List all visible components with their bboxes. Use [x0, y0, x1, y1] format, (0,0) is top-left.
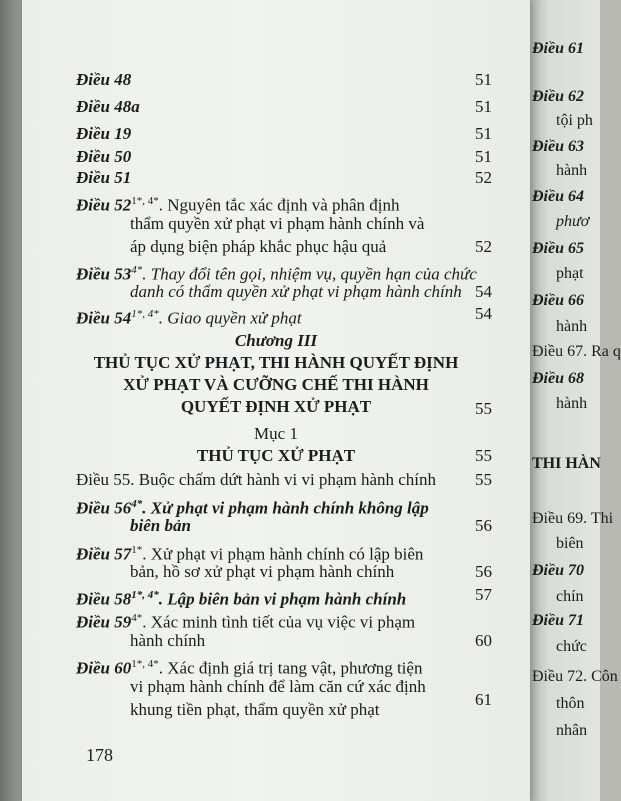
right-line: THI HÀN [532, 455, 601, 472]
page-number: 178 [86, 745, 113, 765]
page-ref: 51 [475, 147, 492, 166]
chapter-title-line1: THỦ TỤC XỬ PHẠT, THI HÀNH QUYẾT ĐỊNH [93, 353, 459, 372]
toc-entry-50: Điều 50 [76, 147, 132, 166]
toc-entry-57: Điều $57^{1*}$. Xử phạt vi phạm hành chính có lập biên [76, 544, 424, 564]
right-line: hành [556, 162, 588, 179]
right-line: Điều 62 [532, 88, 584, 105]
section-label: Mục 1 [254, 424, 298, 443]
toc-entry-54: Điều $54^{1*, 4*}$. Giao quyền xử phạt [76, 308, 302, 328]
right-line: thôn [556, 695, 585, 712]
toc-entry-52-line3: áp dụng biện pháp khắc phục hậu quả [130, 237, 387, 256]
toc-entry-58: Điều $58^{1*, 4*}$. Lập biên bản vi phạm hành chính [76, 589, 407, 609]
right-line: phươ [556, 213, 590, 230]
toc-entry-52-line2: thẩm quyền xử phạt vi phạm hành chính và [130, 214, 425, 233]
toc-entry-52: Điều $52^{1*, 4*}$. Nguyên tắc xác định và phân định [76, 195, 400, 215]
page-ref: 55 [475, 470, 492, 489]
page-ref: 55 [475, 399, 492, 418]
page-ref: 55 [475, 446, 492, 465]
toc-entry-60-line3: khung tiền phạt, thẩm quyền xử phạt [130, 700, 380, 719]
right-line: Điều 71 [532, 612, 584, 629]
page-ref: 51 [475, 70, 492, 89]
toc-entry-19: Điều 19 [76, 124, 132, 143]
page-ref: 52 [475, 237, 492, 256]
right-line: Điều 66 [532, 292, 584, 309]
chapter-title-line2: XỬ PHẠT VÀ CƯỠNG CHẾ THI HÀNH [123, 375, 429, 394]
right-line: tội ph [556, 112, 593, 129]
toc-page [22, 0, 530, 801]
toc-entry-56: Điều $56^{4*}$. Xử phạt vi phạm hành chính không lập [76, 498, 429, 518]
page-ref: 52 [475, 168, 492, 187]
toc-entry-60: Điều $60^{1*, 4*}$. Xác định giá trị tang vật, phương tiện [76, 658, 423, 678]
right-line: Điều 68 [532, 370, 584, 387]
page-ref: 51 [475, 124, 492, 143]
right-line: Điều 67. Ra q [532, 343, 621, 360]
toc-entry-57-line2: bản, hồ sơ xử phạt vi phạm hành chính [130, 562, 395, 581]
right-line: Điều 65 [532, 240, 584, 257]
toc-entry-55: Điều 55. Buộc chấm dứt hành vi vi phạm hành chính [76, 470, 437, 489]
chapter-label: Chương III [234, 331, 318, 350]
right-line: nhân [556, 722, 588, 739]
page-ref: 61 [475, 690, 492, 709]
right-line: hành [556, 395, 588, 412]
page-ref: 51 [475, 97, 492, 116]
right-line: Điều 72. Côn [532, 668, 618, 685]
toc-entry-60-line2: vi phạm hành chính để làm căn cứ xác định [130, 677, 426, 696]
page-ref: 54 [475, 304, 492, 323]
right-line: biên [556, 535, 584, 552]
right-line: Điều 63 [532, 138, 584, 155]
page-ref: 54 [475, 282, 492, 301]
toc-entry-53: Điều $53^{4*}$. Thay đổi tên gọi, nhiệm vụ, quyền hạn của chức [76, 264, 477, 284]
right-line: Điều 69. Thi [532, 510, 614, 527]
right-line: chức [556, 638, 587, 655]
right-line: phạt [556, 265, 584, 282]
toc-entry-59-line2: hành chính [130, 631, 206, 650]
section-title: THỦ TỤC XỬ PHẠT [196, 446, 356, 465]
page-ref: 60 [475, 631, 492, 650]
right-line: chín [556, 588, 584, 605]
toc-entry-51: Điều 51 [76, 168, 132, 187]
right-line: hành [556, 318, 588, 335]
toc-entry-56-line2: biên bản [130, 516, 191, 535]
chapter-title-line3: QUYẾT ĐỊNH XỬ PHẠT [180, 397, 372, 416]
facing-page [526, 0, 621, 801]
toc-entry-59: Điều $59^{4*}$. Xác minh tình tiết của vụ việc vi phạm [76, 612, 416, 632]
toc-entry-48: Điều 48 [76, 70, 132, 89]
toc-entry-48a: Điều 48a [76, 97, 140, 116]
page-ref: 57 [475, 585, 492, 604]
book-edge [0, 0, 22, 801]
toc-entry-53-line2: danh có thẩm quyền xử phạt vi phạm hành chính [130, 282, 462, 301]
right-line: Điều 64 [532, 188, 584, 205]
right-line: Điều 70 [532, 562, 584, 579]
page-ref: 56 [475, 516, 492, 535]
right-line: Điều 61 [532, 40, 584, 57]
page-ref: 56 [475, 562, 492, 581]
